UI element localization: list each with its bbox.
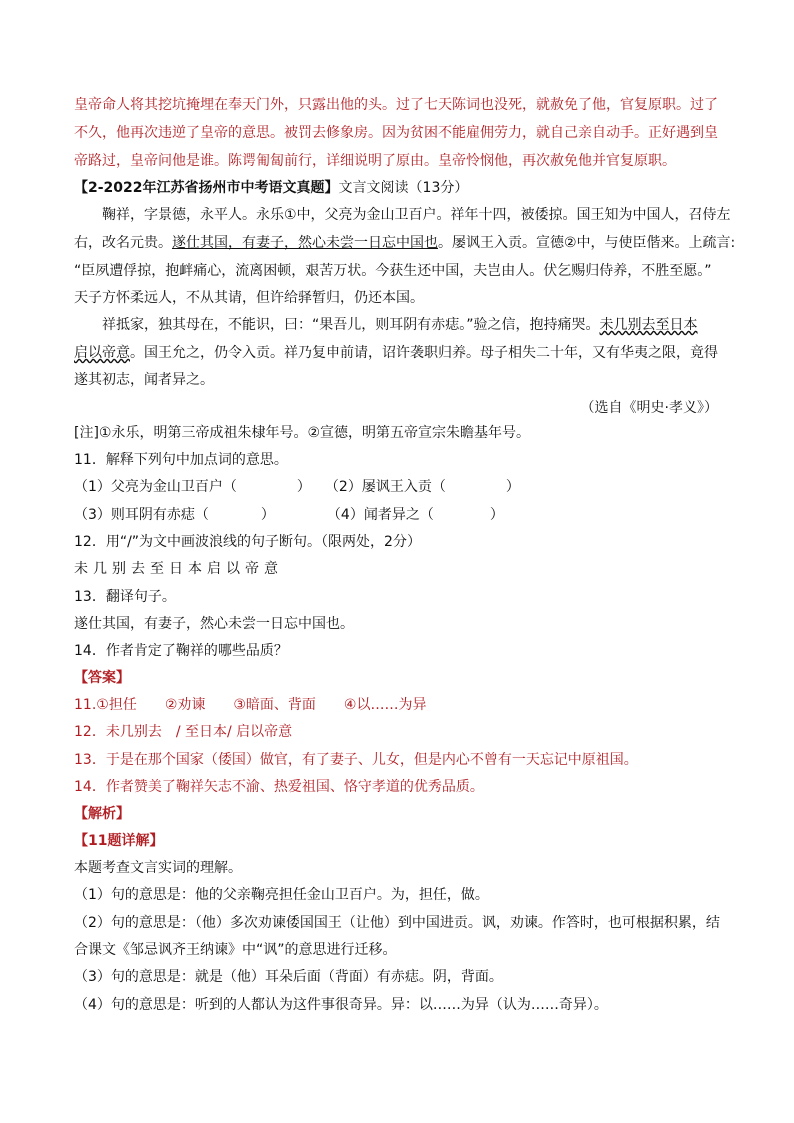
passage-line <box>74 233 736 253</box>
passage-line: 遂其初志，闻者异之。 <box>74 372 214 388</box>
passage-line <box>102 315 752 335</box>
underlined-sentence: 遂仕其国，有妻子，然心未尝一日忘中国也 <box>172 235 438 251</box>
question-title: 文言文阅读（13分） <box>338 180 469 196</box>
passage-source: （选自《明史·孝义》） <box>580 400 718 416</box>
passage-line: “臣夙遭俘掠，抱衅痛心，流离困顿，艰苦万状。今获生还中国，夫岂由人。伏乞赐归侍养，不胜至愿。” <box>74 263 712 279</box>
passage-text: 。国王允之，仍令入贡。祥乃复申前请，诏许袭职归养。母子相失二十年，又有华夷之限，竟得 <box>130 345 718 361</box>
question-11-row: （1）父亮为金山卫百户（ ） （2）屡讽王入贡（ ） <box>74 479 520 495</box>
passage-text: 。屡讽王入贡。宣德②中，与使臣偕来。上疏言: <box>438 235 736 251</box>
analysis-sub-label: 【11题详解】 <box>74 833 164 849</box>
answer-12: 12．未几别去 / 至日本/ 启以帝意 <box>74 724 293 740</box>
intro-line: 不久，他再次违逆了皇帝的意思。被罚去修象房。因为贫困不能雇佣劳力，就自己亲自动手。正好遇到皇 <box>74 125 718 141</box>
question-12: 12．用“/”为文中画波浪线的句子断句。（限两处，2分） <box>74 534 421 550</box>
note: [注]①永乐，明第三帝成祖朱棣年号。②宣德，明第五帝宣宗朱瞻基年号。 <box>74 425 531 441</box>
q11-item-3: （3）则耳阴有赤痣（ <box>74 507 209 523</box>
question-11-row: （3）则耳阴有赤痣（ ） （4）闻者异之（ ） <box>74 507 504 523</box>
question-13-text: 遂仕其国，有妻子，然心未尝一日忘中国也。 <box>74 616 354 632</box>
q11-item-4: （4）闻者异之（ <box>326 507 434 523</box>
passage-text: 祥抵家，独其母在，不能识，曰：“果吾儿，则耳阴有赤痣。”验之信，抱持痛哭。 <box>102 317 600 333</box>
q11-item-1: （1）父亮为金山卫百户（ <box>74 479 237 495</box>
intro-line: 帝路过，皇帝问他是谁。陈谔匍匐前行，详细说明了原由。皇帝怜悯他，再次赦免他并官复原职。 <box>74 153 676 169</box>
passage-line <box>74 343 724 363</box>
question-source: 【2-2022年江苏省扬州市中考语文真题】 <box>74 180 339 196</box>
answer-11: 11.①担任 ②劝谏 ③暗面、背面 ④以……为异 <box>74 697 427 713</box>
intro-line: 皇帝命人将其挖坑掩埋在奉天门外，只露出他的头。过了七天陈词也没死，就赦免了他，官复原职。过了 <box>74 97 718 113</box>
question-12-text: 未几别去至日本启以帝意 <box>74 561 283 577</box>
answer-13: 13．于是在那个国家（倭国）做官，有了妻子、儿女，但是内心不曾有一天忘记中原祖国。 <box>74 752 638 768</box>
analysis-item-4: （4）句的意思是：听到的人都认为这件事很奇异。异：以……为异（认为……奇异）。 <box>74 997 608 1013</box>
analysis-item-2-cont: 合课文《邹忌讽齐王纳谏》中“讽”的意思进行迁移。 <box>74 942 397 958</box>
question-header <box>74 178 724 198</box>
analysis-label: 【解析】 <box>74 806 130 822</box>
q11-item-2: （2）屡讽王入贡（ <box>324 479 446 495</box>
passage-text: 右，改名元贵。 <box>74 235 172 251</box>
wavy-sentence: 启以帝意 <box>74 345 130 361</box>
question-14: 14．作者肯定了鞠祥的哪些品质？ <box>74 643 288 659</box>
analysis-item-3: （3）句的意思是：就是（他）耳朵后面（背面）有赤痣。阴，背面。 <box>74 969 503 985</box>
answer-label: 【答案】 <box>74 670 130 686</box>
question-13: 13．翻译句子。 <box>74 589 176 605</box>
analysis-item-2: （2）句的意思是：（他）多次劝谏倭国国王（让他）到中国进贡。讽，劝谏。作答时，也可根据积累，结 <box>74 915 720 931</box>
question-11: 11．解释下列句中加点词的意思。 <box>74 452 288 468</box>
passage-line: 鞠祥，字景德，永平人。永乐①中，父亮为金山卫百户。祥年十四，被倭掠。国王知为中国人，召侍左 <box>102 207 731 223</box>
wavy-sentence: 未几别去至日本 <box>599 317 698 333</box>
passage-line: 天子方怀柔远人，不从其请，但许给驿暂归，仍还本国。 <box>74 290 424 306</box>
analysis-item-1: （1）句的意思是：他的父亲鞠亮担任金山卫百户。为，担任，做。 <box>74 887 489 903</box>
answer-14: 14．作者赞美了鞠祥矢志不渝、热爱祖国、恪守孝道的优秀品质。 <box>74 779 484 795</box>
analysis-intro: 本题考查文言实词的理解。 <box>74 860 242 876</box>
